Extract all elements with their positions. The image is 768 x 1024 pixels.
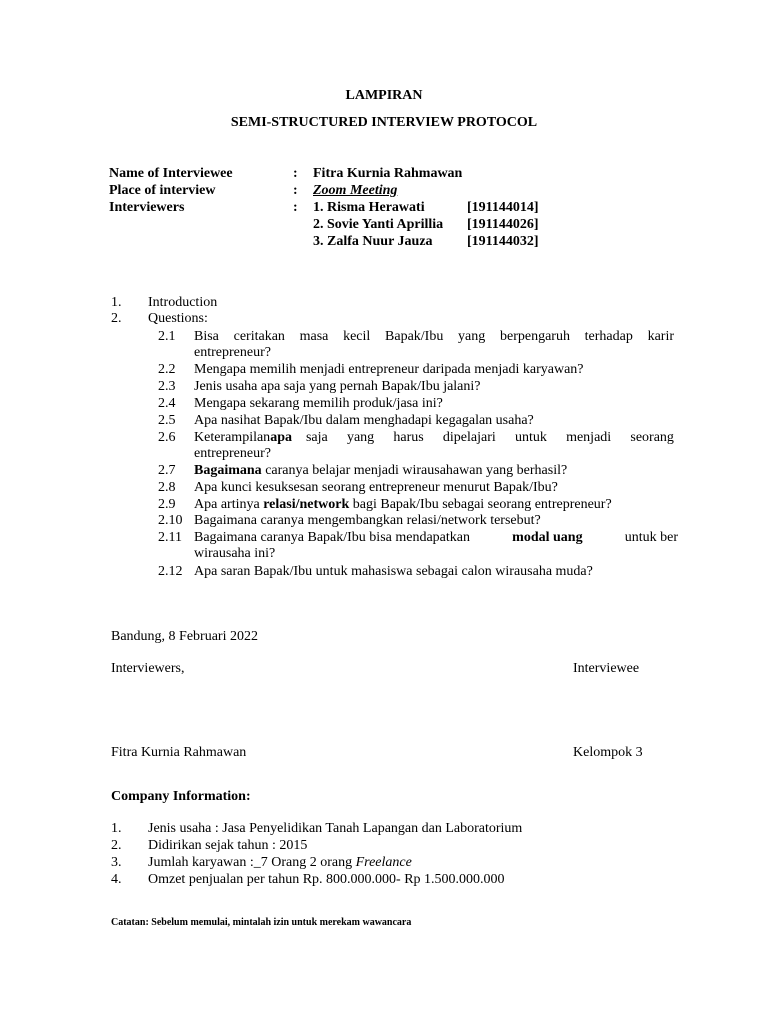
question-number: 2.4 <box>158 396 176 411</box>
question-number: 2.6 <box>158 430 176 445</box>
list-number: 3. <box>111 855 122 870</box>
question-text-part: menjadi <box>566 430 612 445</box>
question-text-part: saja <box>305 430 328 445</box>
company-heading: Company Information: <box>111 789 251 804</box>
footnote: Catatan: Sebelum memulai, mintalah izin untuk merekam wawancara <box>111 917 412 928</box>
document-subtitle: SEMI-STRUCTURED INTERVIEW PROTOCOL <box>230 115 538 130</box>
list-number: 1. <box>111 295 122 310</box>
question-text-part: untuk ber <box>624 530 678 545</box>
interviewers-signature-name: Fitra Kurnia Rahmawan <box>111 745 247 760</box>
question-number: 2.3 <box>158 379 176 394</box>
question-text-cont: entrepreneur? <box>194 446 271 461</box>
colon: : <box>293 166 298 181</box>
question-number: 2.11 <box>158 530 182 545</box>
interviewee-signature-label: Interviewee <box>573 661 640 676</box>
question-number: 2.7 <box>158 463 176 478</box>
question-number: 2.9 <box>158 497 176 512</box>
question-emphasis: apa <box>270 430 292 445</box>
question-emphasis: modal uang <box>512 530 583 545</box>
company-item-text: Jumlah karyawan :_7 Orang 2 orang <box>148 855 353 870</box>
interviewer-id: [191144014] <box>467 200 539 215</box>
question-text-part: Keterampilan <box>194 430 271 445</box>
question-text-part: untuk <box>514 430 547 445</box>
colon: : <box>293 200 298 215</box>
question-text <box>194 463 567 479</box>
company-item: Omzet penjualan per tahun Rp. 800.000.000- Rp 1.500.000.000 <box>148 872 505 887</box>
list-item-questions: Questions: <box>148 311 208 326</box>
question-text-part <box>306 430 674 446</box>
question-emphasis: Bagaimana <box>194 463 262 478</box>
question-text-part: yang <box>346 430 375 445</box>
interviewee-label: Name of Interviewee <box>109 166 233 181</box>
interviewer-name: 2. Sovie Yanti Aprillia <box>313 217 444 232</box>
document-title: LAMPIRAN <box>345 88 423 103</box>
question-text-part: seorang <box>630 430 674 445</box>
company-item <box>148 855 412 871</box>
question-text: Bagaimana caranya mengembangkan relasi/network tersebut? <box>194 513 541 528</box>
question-text-part: caranya belajar menjadi wirausahawan yang berhasil? <box>265 463 568 478</box>
company-item: Jenis usaha : Jasa Penyelidikan Tanah Lapangan dan Laboratorium <box>148 821 523 836</box>
colon: : <box>293 183 298 198</box>
question-text-cont: entrepreneur? <box>194 345 271 360</box>
list-number: 2. <box>111 311 122 326</box>
question-text: Apa kunci kesuksesan seorang entrepreneur menurut Bapak/Ibu? <box>194 480 558 495</box>
place-date: Bandung, 8 Februari 2022 <box>111 629 258 644</box>
question-text: Jenis usaha apa saja yang pernah Bapak/Ibu jalani? <box>194 379 481 394</box>
interviewer-name: 3. Zalfa Nuur Jauza <box>313 234 433 249</box>
company-item: Didirikan sejak tahun : 2015 <box>148 838 308 853</box>
question-number: 2.12 <box>158 564 183 579</box>
place-value: Zoom Meeting <box>313 183 398 198</box>
question-number: 2.2 <box>158 362 176 377</box>
interviewer-id: [191144032] <box>467 234 539 249</box>
interviewer-id: [191144026] <box>467 217 539 232</box>
question-text: Mengapa memilih menjadi entrepreneur daripada menjadi karyawan? <box>194 362 584 377</box>
list-number: 1. <box>111 821 122 836</box>
question-text-part: harus <box>393 430 424 445</box>
list-item-introduction: Introduction <box>148 295 218 310</box>
list-number: 2. <box>111 838 122 853</box>
question-number: 2.1 <box>158 329 176 344</box>
interviewee-signature-name: Kelompok 3 <box>573 745 643 760</box>
interviewer-name: 1. Risma Herawati <box>313 200 425 215</box>
question-number: 2.8 <box>158 480 176 495</box>
question-text-part: Apa artinya <box>194 497 260 512</box>
question-text: Bisa ceritakan masa kecil Bapak/Ibu yang berpengaruh terhadap karir <box>194 329 674 344</box>
list-number: 4. <box>111 872 122 887</box>
question-text: Mengapa sekarang memilih produk/jasa ini? <box>194 396 443 411</box>
question-text: Apa saran Bapak/Ibu untuk mahasiswa sebagai calon wirausaha muda? <box>194 564 593 579</box>
question-text <box>194 530 678 546</box>
question-text-part: Bagaimana caranya Bapak/Ibu bisa mendapatkan <box>194 530 470 545</box>
question-text-part: dipelajari <box>442 430 496 445</box>
question-number: 2.5 <box>158 413 176 428</box>
place-label: Place of interview <box>109 183 216 198</box>
interviewers-signature-label: Interviewers, <box>111 661 185 676</box>
question-text-part: bagi Bapak/Ibu sebagai seorang entrepreneur? <box>352 497 612 512</box>
company-item-italic: Freelance <box>355 855 412 870</box>
interviewers-label: Interviewers <box>109 200 185 215</box>
question-text <box>194 430 674 446</box>
question-number: 2.10 <box>158 513 183 528</box>
question-text: Apa nasihat Bapak/Ibu dalam menghadapi kegagalan usaha? <box>194 413 534 428</box>
question-text <box>194 497 612 513</box>
interviewee-value: Fitra Kurnia Rahmawan <box>313 166 463 181</box>
question-emphasis: relasi/network <box>263 497 350 512</box>
question-text-cont: wirausaha ini? <box>194 546 276 561</box>
